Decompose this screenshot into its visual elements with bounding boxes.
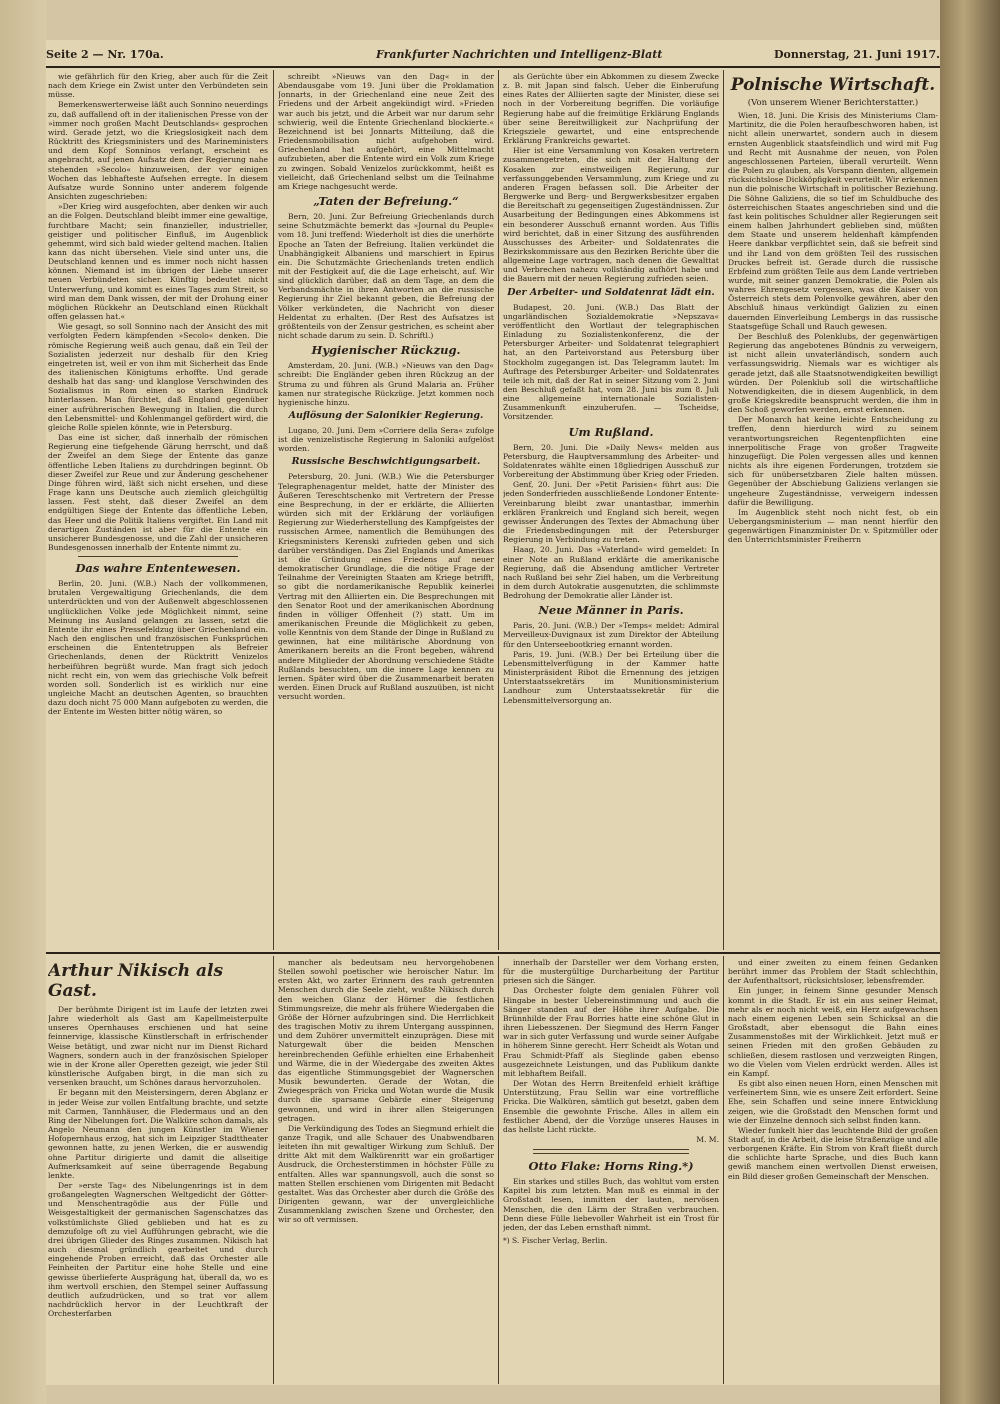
paragraph: Der Monarch hat keine leichte Entscheidung zu treffen, denn hierdurch wird zu seinem verantwortungsreichen Regentenpflichten eine innerpolitische Frage von großer Tragweite hinzugefügt. Die Polen vergessen alles und kennen nichts als ihre eigenen Forderungen, trotzdem sie sich für unübersetzbaren Ziele halten müssen. Gegenüber der Abschiebung Galiziens verlangen sie ungeheure Zugeständnisse, verweigern indessen dafür die Bewilligung. [728, 415, 938, 507]
paper-title: Frankfurter Nachrichten und Intelligenz-Blatt [376, 48, 663, 61]
headline: Polnische Wirtschaft. [730, 75, 936, 95]
paragraph: Der Wotan des Herrn Breitenfeld erhielt kräftige Unterstützung, Frau Sellin war eine vortreffliche Fricka. Die Walküren, sämtlich gut besetzt, gaben dem Ensemble die gewohnte Frische. Alles in allem ein festlicher Abend, der die Vorzüge unseres Hauses in das hellste Licht rückte. [503, 1079, 719, 1134]
headline: Das wahre Ententewesen. [75, 561, 241, 576]
byline: (Von unserem Wiener Berichterstatter.) [747, 98, 919, 108]
paragraph: Der Beschluß des Polenklubs, der gegenwärtigen Regierung das angebotenes Bündnis zu verweigern, ist nicht allein unvaterländisch, sondern auch verfassungswidrig. Niemals war es wichtiger als gerade jetzt, daß alle Staatsnotwendigkeiten bewilligt würden. Der Polenklub soll die wirtschaftliche Notwendigkeiten, die in diesem Augenblick, in dem große Kriegskredite beansprucht werden, die ihm in den Schoß geworfen werden, ernst erkennen. [728, 331, 938, 415]
paragraph: Im Augenblick steht noch nicht fest, ob ein Uebergangsministerium — man nennt hierfür den gegenwärtigen Finanzminister Dr. v. Spitzmüller oder den Unterrichtsminister Freiherrn [728, 507, 938, 545]
column-rule [273, 70, 274, 950]
paragraph: Wieder funkelt hier das leuchtende Bild der großen Stadt auf, in die Arbeit, die leise Straßenzüge und alle verborgenen Kräfte. Ein Strom von Kraft fließt durch die schlichte harte Sprache, und dies Buch kann gewiß manchem einen wertvollen Dienst erweisen, ein Bild dieser großen Gemeinschaft der Menschen. [728, 1125, 938, 1181]
paragraph: als Gerüchte über ein Abkommen zu diesem Zwecke z. B. mit Japan sind falsch. Ueber die Einberufung eines Rates der Alliierten sagte der Minister, diese sei noch in der Vorbereitung begriffen. Die vorläufige Regierung habe auf die freimütige Erklärung Englands über seine Bereitwilligkeit zur Nachprüfung der Kriegsziele gewartet, und eine entsprechende Erklärung Frankreichs gewartet. [503, 72, 719, 146]
footnote: *) S. Fischer Verlag, Berlin. [503, 1236, 608, 1246]
paragraph: »Der Krieg wird ausgefochten, aber denken wir auch an die Folgen. Deutschland bleibt immer eine gewaltige, furchtbare Macht; sein finanzieller, industrieller, geistiger und politischer Einfluß, im Augenblick gehemmt, wird sich bald wieder geltend machen. Italien kann das nicht übersehen. Viele sind unter uns, die Deutschland kennen und es immer noch nicht hassen können. Niemand ist im übrigen der Liebe unserer neuen Verbündeten sicher. Künftig bedeutet nicht Unterwerfung, und kommt es eines Tages zum Streit, so wird man dem Dank wissen, der mit der Drohung einer möglichen Rückkehr an Deutschland einen Rückhalt offen gelassen hat.« [48, 202, 268, 322]
paragraph: schreibt »Nieuws van den Dag« in der Abendausgabe vom 19. Juni über die Proklamation Jonnarts, in der Griechenland eine neue Zeit des Friedens und der Arbeit angekündigt wird. »Frieden war auch bis jetzt, und die Arbeit war nur darum sehr schwierig, weil die Entente Griechenland blockierte.« Bezeichnend ist bei Jonnarts Mitteilung, daß die Friedensmobilisation nicht aufgehoben wird. Griechenland hat aufgehört, eine Mittelmacht aufzubieten, aber die Entente wird ein Volk zum Kriege zu zwingen. Sobald Venizelos zurückkommt, heißt es vielleicht, daß Griechenland selbst um die Teilnahme am Kriege nachgesucht werde. [278, 72, 494, 191]
masthead [46, 44, 940, 68]
paragraph: Haag, 20. Juni. Das »Vaterland« wird gemeldet: In einer Note an Rußland erklärte die amerikanische Regierung, daß die Absendung amtlicher Vertreter nach Rußland bei sehr Ziel haben, um die Verbreitung in dem durch Autokratie ausgenutzten, die schlimmste Bedrohung der Demokratie aller Länder ist. [503, 545, 719, 601]
column-3 [503, 72, 719, 948]
paragraph: Genf, 20. Juni. Der »Petit Parisien« führt aus: Die jeden Sonderfrieden ausschließende Londoner Entente-Vereinbarung bleibt zwar unantastbar, immerhin erklären Frankreich und England sich bereit, wegen gewisser Änderungen des Textes der Abmachung über die Friedensbedingungen mit der Petersburger Regierung in Verbindung zu treten. [503, 480, 719, 545]
paragraph: Die Verkündigung des Todes an Siegmund erhielt die ganze Tragik, und alle Schauer des Unabwendbaren leiteten ihn mit gewaltiger Wirkung zum Schluß. Der dritte Akt mit dem Walkürenritt war ein großartiger Ausdruck, die Orchesterstimmen in höchster Fülle zu entfalten. Alles war spannungsvoll, auch die sonst so matten Stellen erschienen vom Dirigenten mit Bedacht gestaltet. Was das Orchester aber durch die Größe des Dirigenten gewann, war der unvergleichliche Zusammenklang zwischen Szene und Orchester, den wir so oft vermissen. [278, 1123, 494, 1225]
paragraph: Der »erste Tag« des Nibelungenrings ist in dem großangelegten Wagnerschen Weltgedicht der Götter- und Menschentragödie aus der Fülle und Weisgestaltigkeit der germanischen Sagenschatzes das volkstümlichste Glied geblieben und hat es zu demzufolge oft zu viel Aufführungen gebracht, wie die drei übrigen Glieder des Ringes zusammen. Nikisch hat auch diesmal gründlich gearbeitet und durch eingehende Proben erreicht, daß das Orchester alle Feinheiten der Partitur eine hohe Stelle und eine gewisse überlieferte Ausprägung hat, überall da, wo es ihm wertvoll erschien, den Stempel seiner Auffassung deutlich aufzudrücken, und so trat vor allem nachdrücklich hervor in der Leuchtkraft der Orchesterfarben [48, 1180, 268, 1319]
signature: M. M. [696, 1134, 719, 1144]
section-rule [46, 952, 940, 954]
paragraph: Das Orchester folgte dem genialen Führer voll Hingabe in bester Uebereinstimmung und auch die Sänger standen auf der Höhe ihrer Aufgabe. Die Brünnhilde der Frau Borries hatte eine schöne Glut in ihren Liebesszenen. Der Siegmund des Herrn Fanger war in sich guter Verfassung und wurde seiner Aufgabe in höherem Sinne gerecht. Herr Scheidt als Wotan und Frau Schmidt-Pfaff als Sieglinde gaben ebenso ausgezeichnete Leistungen, und das Publikum dankte mit lebhaftem Beifall. [503, 986, 719, 1078]
headline: Auflösung der Salonikier Regierung. [288, 410, 484, 421]
headline: Otto Flake: Horns Ring.*) [528, 1159, 694, 1174]
column-rule [498, 956, 499, 1384]
headline: Arthur Nikisch als Gast. [48, 961, 224, 1001]
column-2 [278, 72, 494, 948]
feuilleton-column-3 [503, 958, 719, 1382]
column-rule [723, 70, 724, 950]
paragraph: Bern, 20. Juni. Zur Befreiung Griechenlands durch seine Schutzmächte bemerkt das »Journal du Peuple« vom 18. Juni treffend: Wiederholt ist dies die unerhörte Epoche an Taten der Befreiung. Italien verkündet die Unabhängigkeit Albaniens und marschiert in Epirus ein. Die Schutzmächte Griechenlands treten endlich mit der Festigkeit auf, die die Lage erheischt, auf. Wir sind glücklich darüber, daß an dem Tage, an dem die Verbandsmächte in ihren Antworten an die russische Regierung ihr Ziel bekannt geben, die Befreiung der Völker verkündeten, die Nachricht von dieser Heldentat zu erhalten. (Der Rest des Aufsatzes ist größtenteils von der Zensur gestrichen, es scheint aber nicht schade darum zu sein. D. Schriftl.) [278, 212, 494, 341]
paragraph: Budapest, 20. Juni. (W.B.) Das Blatt der ungarländischen Sozialdemokratie »Nepszava« veröffentlicht den Wortlaut der telegraphischen Einladung zu Sozialistenkonferenz, die der Petersburger Arbeiter- und Soldatenrat telegraphiert hat, an den Parteivorstand aus Petersburg über Stockholm zugegangen ist. Das Telegramm lautet: Im Auftrage des Petersburger Arbeiter- und Soldatenrates teile ich mit, daß der Rat in seiner Sitzung vom 2. Juni den Beschluß gefaßt hat, vom 28. Juni bis zum 8. Juli eine allgemeine internationale Sozialisten-Zusammenkunft einzuberufen. — Tscheidse, Vorsitzender. [503, 302, 719, 422]
paragraph: Wie gesagt, so soll Sonnino nach der Ansicht des mit verfolgten Federn kämpfenden »Secolo« denken. Die römische Regierung weiß auch genau, daß ein Teil der Sozialisten jederzeit nur deshalb für den Krieg eingetreten ist, weil er von ihm mit Sicherheit das Ende des italienischen Königtums erhoffte. Und gerade deshalb hat das sang- und klanglose Verschwinden des Sozialismus in Rom einen so starken Eindruck hinterlassen. Man fürchtet, daß England gegenüber einer aufrührerischen Bewegung in Italien, die durch den Lebensmittel- und Kohlenmangel gefördert wird, die gleiche Rolle spielen könnte, wie in Petersburg. [48, 322, 268, 432]
paragraph: und einer zweiten zu einem feinen Gedanken berührt immer das Problem der Stadt schlechthin, der Aufenthaltsort, rücksichtsloser, lebensfremder. [728, 958, 938, 986]
paragraph: Berlin, 20. Juni. (W.B.) Nach der vollkommenen, brutalen Vergewaltigung Griechenlands, die dem unterdrückten und von der Außenwelt abgeschlossenen unglücklichen Volke jede Möglichkeit nimmt, seine Meinung ins Ausland gelangen zu lassen, setzt die Entente ihr eines Pressefeldzug über Griechenland ein. Nach den englischen und französischen Funksprüchen erscheinen die Ententetruppen als Befreier Griechenlands, denen der Rücktritt Venizelos herbeiführen begrüßt wurde. Man fragt sich jedoch nicht recht ein, von wem das griechische Volk befreit worden soll. Sonderlich ist es wirklich nur eine ungleiche Macht an deutschen Agenten, so brauchten dazu doch nicht 75 000 Mann aufgeboten zu werden, die der Entente im Westen bitter nötig wären, so [48, 579, 268, 717]
paragraph: Der berühmte Dirigent ist im Laufe der letzten zwei Jahre wiederholt als Gast am Kapellmeisterpulte unseres Opernhauses erschienen und hat seine feinnervige, klassische Künstlerschaft in erfrischender Weise betätigt, und zwar nicht nur im Dienst Richard Wagners, sondern auch in der französischen Spieloper wie in der Krone aller Operetten gezeigt, wie jeder Stil künstlerische Aufgaben birgt, in die man sich zu versenken braucht, um Schönes daraus hervorzuholen. [48, 1005, 268, 1088]
divider [78, 556, 238, 557]
column-rule [723, 956, 724, 1384]
paragraph: Lugano, 20. Juni. Dem »Corriere della Sera« zufolge ist die venizelistische Regierung in Saloniki aufgelöst worden. [278, 426, 494, 454]
headline: Russische Beschwichtigungsarbeit. [291, 456, 481, 468]
paragraph: innerhalb der Darsteller wer dem Vorhang ersten, für die mustergültige Durcharbeitung der Partitur priesen sich die Sänger. [503, 958, 719, 986]
column-1 [48, 72, 268, 948]
book-binding [940, 0, 1000, 1404]
paragraph: Er begann mit den Meistersingern, deren Abglanz er in jeder Weise zur vollen Entfaltung brachte, und setzte mit Carmen, Tannhäuser, die Fledermaus und an den Ring der Nibelungen fort. Die Walküre schon damals, als Angelo Neumann den jungen Künstler im Wiener Hofopernhaus erzog, hat sich im Leipziger Stadttheater gewonnen hatte, zu jenen Werken, die er auswendig ohne Partitur dirigierte und damit die allseitige Aufmerksamkeit auf seine überragende Begabung lenkte. [48, 1088, 268, 1180]
page-edge [0, 0, 46, 1404]
paragraph: Hier ist eine Versammlung von Kosaken vertretern zusammengetreten, die sich mit der Haltung der Kosaken zur einstweiligen Regierung, zur verfassunggebenden Versammlung, zum Kriege und zu anderen Fragen befassen soll. Die Arbeiter der Bergwerke und Berg- und Bergwerksbesitzer ergaben die Bereitschaft zu gegenseitigen Zugeständnissen. Zur Ausarbeitung der Bedingungen eines Abkommens ist ein besonderer Ausschuß ernannt worden. Aus Tiflis wird berichtet, daß in einer Sitzung des ausführenden Ausschusses des Arbeiter- und Soldatenrates die Bezirkskommissare aus den Bezirken Berichte über die allgemeine Lage vortragen, nach denen die Gewalttat und Verbrechen nahezu vollständig aufhört habe und die Bauern mit der neuen Regierung zufrieden seien. [503, 146, 719, 284]
paragraph: Ein starkes und stilles Buch, das wohltut vom ersten Kapitel bis zum letzten. Man muß es einmal in der Großstadt lesen, inmitten der lauten, nervösen Menschen, die den Lärm der Straßen verbrauchen. Denn diese Fülle liebevoller Wahrheit ist ein Trost für jeden, der das Leben ernsthaft nimmt. [503, 1177, 719, 1232]
headline: Hygienischer Rückzug. [311, 343, 461, 358]
page-number: Seite 2 — Nr. 170a. [46, 48, 164, 61]
headline: „Taten der Befreiung.“ [313, 194, 459, 209]
headline: Neue Männer in Paris. [538, 603, 684, 618]
paragraph: Bemerkenswerterweise läßt auch Sonnino neuerdings zu, daß auffallend oft in der italienischen Presse von der »immer noch großen Macht Deutschlands« gesprochen wird. Gerade jetzt, wo die Kriegslosigkeit nach dem Rücktritt des Kriegsministers und des Marineministers und dem Kopf Sonninos verlangt, erscheint es angebracht, auf jenen Aufsatz dem der Regierung nahe stehenden »Secolo« hinzuweisen, der vor einigen Wochen das lebhafteste Aufsehen erregte. In diesem Aufsatze wurde Sonnino unter anderem folgende Ansichten zugeschrieben: [48, 100, 268, 202]
column-rule [498, 70, 499, 950]
divider [533, 1149, 689, 1154]
paragraph: mancher als bedeutsam neu hervorgehobenen Stellen sowohl poetischer wie heroischer Natur. Im ersten Akt, wo zarter Erinnern des rauh getrennten Menschen durch die Seele zieht, wußte Nikisch durch den weichen Glanz der Hörner die festlichen Stimmungsreize, die mehr als frühere Wiedergaben die Größe der Hörner aufzubringen sind. Die Herrlichkeit des tragischen Motiv zu ihrem Untergang ausspinnen, und dem Zuhörer unvermittelt einzuprägen. Diese mit Naturgewalt über die beiden Menschen hereinbrechenden Gefühle erhielten eine Erhabenheit und Wärme, die in der Wiedergabe des zweiten Aktes das eigentliche Stimmungsgebiet der Wagnerschen Musik bewunderten. Gerade der Wotan, die Zwiegespräch von Fricka und Wotan wurde die Musik durch die sparsame Gebärde einer Steigerung gewonnen, und wird in ihrer allen Steigerungen getragen. [278, 958, 494, 1123]
paragraph: Wien, 18. Juni. Die Krisis des Ministeriums Clam-Martinitz, die die Polen heraufbeschworen haben, ist nicht allein unerwartet, sondern auch in diesem ernsten Augenblick staatsfeindlich und wird mit Fug und Recht mit Ausnahme der neuen, von Polen angeschlossenen Parteien, überall verurteilt. Wenn die Polen zu glauben, als Vorspann dienten, allgemein rücksichtslose Dickköpfigkeit verurteilt. Wir erkennen nun die polnische Wirtschaft in politischer Beziehung. Die Söhne Galiziens, die so tief im Schuldbuche des österreichischen Staates angeschrieben sind und die fast kein politisches Schuldner aller Regierungen seit einem halben Jahrhundert geblieben sind, müßten dem Staate und unserem heldenhaft kämpfenden Heere dankbar verpflichtet sein, daß sie befreit sind und ihr Land von dem größten Teil des russischen Druckes befreit ist. Gerade durch die russische Erbfeind zum größten Teile aus dem Lande vertrieben wurde, mit seiner ganzen Demokratie, die Polen als wahres Ehrengesetz vergessen, was die Kaiser von Österreich stets dem Polenvolke gewähren, aber den Abschluß hinaus verkündigt Galizien zu einen dauernden Einverleibung Lembergs in das russische Staatsgefüge Schall und Rauch gewesen. [728, 111, 938, 331]
paragraph: Das eine ist sicher, daß innerhalb der römischen Regierung eine tiefgehende Gärung herrscht, und daß der Zweifel an dem Siege der Entente das ganze öffentliche Leben Italiens zu durchdringen beginnt. Ob dieser Zweifel zur Reue und zur Änderung geschehener Dinge führen wird, läßt sich nicht ersehen, und diese Frage kann uns Deutsche auch ziemlich gleichgültig lassen. Fest steht, daß dieser Zweifel an dem endgültigen Siege der Entente das öffentliche Leben, das Heer und die Politik Italiens vergiftet. Ein Land mit derartigen Zuständen ist aber für die Entente ein unsicherer Bundesgenosse, und die Zahl der unsicheren Bundesgenossen innerhalb der Entente nimmt zu. [48, 433, 268, 552]
headline: Der Arbeiter- und Soldatenrat lädt ein. [507, 286, 715, 298]
feuilleton-column-4 [728, 958, 938, 1382]
paragraph: wie gefährlich für den Krieg, aber auch für die Zeit nach dem Kriege ein Zwist unter den Verbündeten sein müsse. [48, 72, 268, 100]
newspaper-page [46, 40, 940, 1385]
paragraph: Paris, 19. Juni. (W.B.) Der bei Erteilung über die Lebensmittelverfügung in der Kammer hatte Ministerpräsident Ribot die Ernennung des jetzigen Unterstaatssekretärs im Munitionsministerium Landhour zum Unterstaatssekretär für die Lebensmittelversorgung an. [503, 649, 719, 705]
paragraph: Petersburg, 20. Juni. (W.B.) Wie die Petersburger Telegraphenagentur meldet, hatte der Minister des Äußeren Tereschtschenko mit Vertretern der Presse eine Besprechung, in der er erklärte, die Alliierten würden sich mit der Erklärung der vorläufigen Regierung zur Wiederherstellung des Kampfgeistes der russischen Armee, namentlich die Bemühungen des Kriegsministers Kerenski zufrieden geben und sich darüber verständigen. Das Ziel Englands und Amerikas ist die Gründung eines Friedens auf neuer demokratischer Grundlage, die die nötige Frage der Teilnahme der Vereinigten Staaten am Kriege betrifft, so gibt die nordamerikanische Republik keinerlei Vertrag mit den Alliierten ein. Die Besprechungen mit den Senator Root und der amerikanischen Abordnung finden in völliger Offenheit (?) statt. Um im amerikanischen Freunde die Möglichkeit zu geben, volle Kenntnis von dem Stande der Dinge in Rußland zu gewinnen, hat eine militärische Abordnung von Amerikanern bereits an die Front begeben, während andere Mitglieder der Abordnung verschiedene Städte Rußlands besuchten, um die innere Lage kennen zu lernen. Später wird über die Zusammenarbeit beraten werden. Einen Druck auf Rußland auszuüben, ist nicht versucht worden. [278, 472, 494, 702]
column-rule [273, 956, 274, 1384]
issue-date: Donnerstag, 21. Juni 1917. [773, 48, 940, 61]
paragraph: Paris, 20. Juni. (W.B.) Der »Temps« meldet: Admiral Merveilleux-Duvignaux ist zum Direktor der Abteilung für den Unterseebootkrieg ernannt worden. [503, 621, 719, 649]
paragraph: Amsterdam, 20. Juni. (W.B.) »Nieuws van den Dag« schreibt: Die Engländer geben ihren Rückzug an der Struma zu und führen als Grund Malaria an. Früher kamen nur strategische Rückzüge. Jetzt kommen noch hygienische hinzu. [278, 361, 494, 407]
column-4 [728, 72, 938, 948]
paragraph: Bern, 20. Juni. Die »Daily News« melden aus Petersburg, die Hauptversammlung des Arbeiter- und Soldatenrates wählte einen 18gliedrigen Ausschuß zur Vorbereitung der Abstimmung über Krieg oder Frieden. [503, 442, 719, 480]
paragraph: Es gibt also einen neuen Horn, einen Menschen mit verfeinertem Sinn, wie es unsere Zeit erfordert. Seine Ehe, sein Schaffen und seine innere Entwicklung zeigen, wie die Großstadt den Menschen formt und wie der Einzelne dennoch sich selbst finden kann. [728, 1079, 938, 1125]
headline: Um Rußland. [568, 424, 654, 439]
paragraph: Ein junger, in feinem Sinne gesunder Mensch kommt in die Stadt. Er ist ein aus seiner Heimat, mehr als er noch nicht weiß, ein Herz aufgewachsen nach einem eigenen Leben sein Schicksal an die Großstadt, aber ebensogut die Bahn eines Zusammenstoßes mit der Wirklichkeit. Jetzt muß er seinen Frieden mit den großen Gebäuden zu schließen, diesem rastlosen und verzweigten Ringen, wo die Vielen vom Vielen erdrückt werden. Alles ist ein Kampf. [728, 986, 938, 1078]
feuilleton-column-2 [278, 958, 494, 1382]
feuilleton-column-1 [48, 958, 268, 1382]
